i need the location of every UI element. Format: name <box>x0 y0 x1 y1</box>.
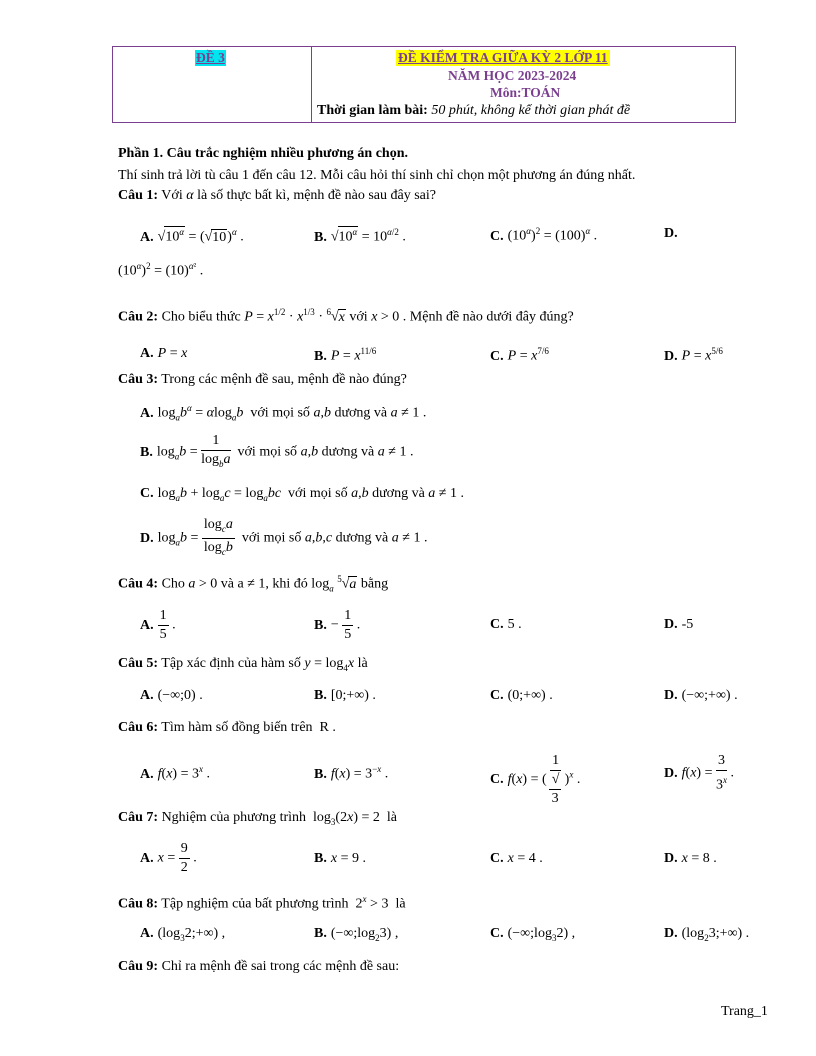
q1-option-c: C. $(10^\alpha)^2 = (100)^\alpha$ . <box>490 226 598 244</box>
q3-option-b: B. $\log_ab$ = $\frac{1}{\log_ba}$ với mọi số a,b dương và a ≠ 1 . <box>140 433 414 469</box>
q8-option-c: C. $(-\infty;\log_32)$ , <box>490 926 576 943</box>
q8-option-d: D. $(\log_23;+\infty)$ . <box>664 926 750 943</box>
question-9: Câu 9: Chỉ ra mệnh đề sai trong các mệnh đề sau: <box>118 959 400 974</box>
q7-option-d: D. x = 8 . <box>664 851 717 866</box>
q2-option-d: D. $P = x^{5/6}$ <box>664 346 723 364</box>
q6-option-b: B. $f(x) = 3^{-x}$ . <box>314 764 389 782</box>
q2-option-b: B. $P = x^{11/6}$ <box>314 346 377 364</box>
q7-option-a: A. x = $\frac{9}{2}$ . <box>140 841 197 875</box>
q1-option-d: D. <box>664 226 678 241</box>
q5-option-d: D. (−∞;+∞) . <box>664 688 738 703</box>
part-instruction: Thí sinh trả lời tù câu 1 đến câu 12. Mỗi câu hỏi thí sinh chỉ chọn một phương án đúng nhất. <box>118 168 636 183</box>
q7-option-c: C. x = 4 . <box>490 851 543 866</box>
q4-option-b: B. − $\frac{1}{5}$ . <box>314 608 361 642</box>
school-year: NĂM HỌC 2023-2024 <box>448 68 577 83</box>
q2-option-a: A. P = x <box>140 346 188 361</box>
header-table <box>112 46 736 123</box>
page-number: Trang_1 <box>721 1004 768 1019</box>
time-info: Thời gian làm bài: 50 phút, không kể thời gian phát đề <box>317 103 631 118</box>
q1-option-a: A. $√10^\alpha = (√10)^\alpha$ . <box>140 227 244 245</box>
q3-option-a: A. $\log_ab^\alpha = \alpha\log_ab$ với mọi số a,b dương và a ≠ 1 . <box>140 403 427 423</box>
q4-option-a: A. $\frac{1}{5}$ . <box>140 608 176 642</box>
exam-title: ĐỀ KIỂM TRA GIỮA KỲ 2 LỚP 11 <box>398 50 608 65</box>
q4-option-c: C. 5 . <box>490 617 522 632</box>
q5-option-b: B. [0;+∞) . <box>314 688 376 703</box>
question-1: Câu 1: Với α là số thực bất kì, mệnh đề nào sau đây sai? <box>118 188 436 203</box>
q3-option-c: C. $\log_ab + \log_ac = \log_abc$ với mọi số a,b dương và a ≠ 1 . <box>140 486 464 503</box>
q6-option-c: C. f(x) = ( 1 √ 3 )$^x$ . <box>490 753 581 806</box>
question-5: Câu 5: Tập xác định của hàm số $y = \log_4x$ là <box>118 656 368 673</box>
q8-option-a: A. $(\log_32;+\infty)$ , <box>140 926 226 943</box>
question-3: Câu 3: Trong các mệnh đề sau, mệnh đề nào đúng? <box>118 372 407 387</box>
q7-option-b: B. x = 9 . <box>314 851 366 866</box>
q5-option-a: A. (−∞;0) . <box>140 688 203 703</box>
exam-code: ĐỀ 3 <box>196 50 225 65</box>
question-7: Câu 7: Nghiệm của phương trình $\log_3(2x) = 2$ là <box>118 810 397 827</box>
q6-option-a: A. $f(x) = 3^x$ . <box>140 764 210 782</box>
question-8: Câu 8: Tập nghiệm của bất phương trình $2^x > 3$ là <box>118 894 406 912</box>
question-2: Câu 2: Cho biểu thức $P = x^{1/2} \cdot x^{1/3} \cdot ^6√x$ với x > 0 . Mệnh đề nào dưới đây đúng? <box>118 307 574 325</box>
q6-option-d: D. f(x) = $\frac{3}{3^x}$ . <box>664 753 734 793</box>
subject: Môn:TOÁN <box>490 85 561 100</box>
q8-option-b: B. $(-\infty;\log_23)$ , <box>314 926 399 943</box>
q1-option-d-content: $(10^\alpha)^2 = (10)^{\alpha^2}$ . <box>118 261 204 279</box>
q2-option-c: C. $P = x^{7/6}$ <box>490 346 549 364</box>
q3-option-d: D. $\log_ab$ = $\frac{\log_ca}{\log_cb}$ với mọi số a,b,c dương và a ≠ 1 . <box>140 517 428 557</box>
question-6: Câu 6: Tìm hàm số đồng biến trên R . <box>118 720 336 735</box>
part-title: Phần 1. Câu trắc nghiệm nhiều phương án chọn. <box>118 146 408 161</box>
q1-option-b: B. $√10^\alpha = 10^{\alpha/2}$ . <box>314 227 406 245</box>
q5-option-c: C. (0;+∞) . <box>490 688 553 703</box>
question-4: Câu 4: Cho a > 0 và a ≠ 1, khi đó $\log_a ^5√a$ bằng <box>118 574 389 594</box>
q4-option-d: D. -5 <box>664 617 694 632</box>
